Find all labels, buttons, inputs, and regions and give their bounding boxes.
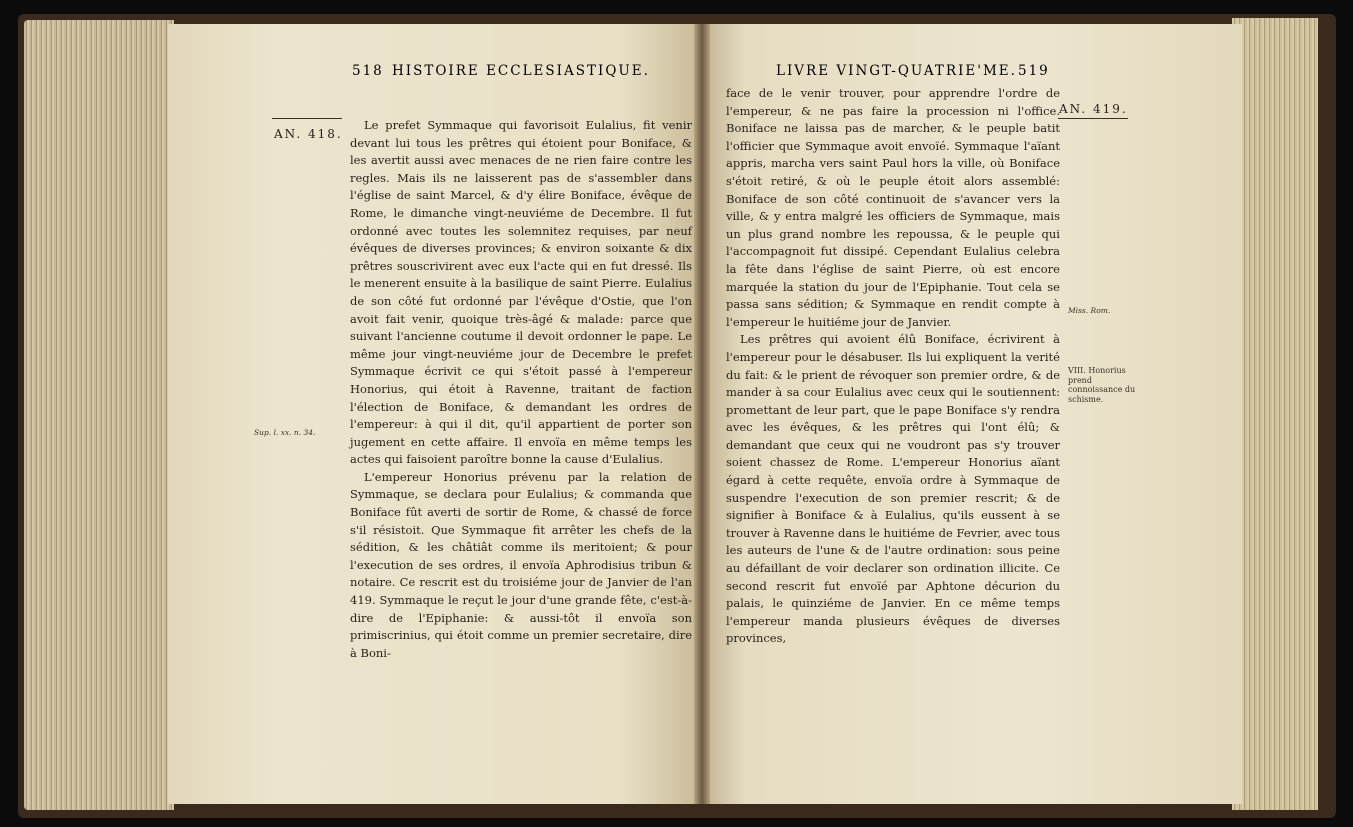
left-running-head: HISTOIRE ECCLESIASTIQUE. [392,63,650,79]
right-paragraph-1: face de le venir trouver, pour apprendre l'ordre de l'empereur, & ne pas faire la procession ni l'office. Boniface ne laissa pas de marcher, & le peuple batit l'officier que Symmaque avoit envoïé. Symmaque l'aïant appris, marcha vers saint Paul hors la ville, où Boniface s'étoit retiré, & où le peuple étoit alors assemblé: Boniface de son côté continuoit de s'avancer vers la ville, & y entra malgré les officiers de Symmaque, mais un plus grand nombre les repoussa, & le peuple qui l'accompagnoit fut dissipé. Cependant Eulalius celebra la fête dans l'église de saint Pierre, où est encore marquée la station du jour de l'Epiphanie. Tout cela se passa sans sédition; & Symmaque en rendit compte à l'empereur le huitiéme jour de Janvier. [726,86,1060,329]
right-margin-note-source: Miss. Rom. [1068,306,1111,315]
right-page-number: 519 [1018,63,1050,79]
left-page-number: 518 [352,63,384,79]
right-text-column [726,85,1060,648]
right-page-edges [1232,18,1318,810]
left-paragraph-2: L'empereur Honorius prévenu par la relation de Symmaque, se declara pour Eulalius; & commanda que Boniface fût averti de sortir de Rome, & chassé de force s'il résistoit. Que Symmaque fit arrêter les chefs de la sédition, & les châtiât comme ils meritoient; & pour l'execution de ses ordres, il envoïa Aphrodisius tribun & notaire. Ce rescrit est du troisiéme jour de Janvier de l'an 419. Symmaque le reçut le jour d'une grande fête, c'est-à-dire de l'Epiphanie: & aussi-tôt il envoïa son primiscrinius, qui étoit comme un premier secretaire, dire à Boni- [350,469,692,660]
left-paragraph-1: Le prefet Symmaque qui favorisoit Eulalius, fit venir devant lui tous les prêtres qui étoient pour Boniface, & les avertit aussi avec menaces de ne rien faire contre les regles. Mais ils ne laisserent pas de s'assembler dans l'église de saint Marcel, & d'y élire Boniface, évêque de Rome, le dimanche vingt-neuviéme de Decembre. Il fut ordonné avec toutes les solemnitez requises, par neuf évêques de diverses provinces; & environ soixante & dix prêtres souscrivirent avec eux l'acte qui en fut dressé. Ils le menerent ensuite à la basilique de saint Pierre. Eulalius de son côté fut ordonné par l'évêque d'Ostie, que l'on avoit fait venir, quoique très-âgé & malade: parce que suivant l'ancienne coutume il devoit ordonner le pape. Le même jour vingt-neuviéme jour de Decembre le prefet Symmaque écrivit ce qui s'étoit passé à l'empereur Honorius, qui étoit à Ravenne, traitant de faction l'élection de Boniface, & demandant les ordres de l'empereur: à qui il dit, qu'il appartient de porter son jugement en cette affaire. Il envoïa en même temps les actes qui faisoient paroître bonne la cause d'Eulalius. [350,118,692,467]
left-page-edges [24,20,174,810]
right-running-head: LIVRE VINGT-QUATRIE'ME. [776,63,1017,79]
left-year: AN. 418. [274,127,343,141]
right-year-rule [1058,118,1128,119]
left-year-rule [272,118,342,119]
right-margin-note-section: VIII. Honorius prend connoissance du schisme. [1068,366,1136,404]
right-year: AN. 419. [1059,102,1128,116]
book-gutter [694,24,710,804]
right-paragraph-2: Les prêtres qui avoient élû Boniface, écrivirent à l'empereur pour le désabuser. Ils lui expliquent la verité du fait: & le prient de révoquer son premier ordre, & de mander à sa cour Eulalius avec ceux qui le soutiennent: promettant de leur part, que le pape Boniface s'y rendra avec les évêques, & les prêtres qui l'ont élû; & demandant que ceux qui ne voudront pas s'y trouver soient chassez de Rome. L'empereur Honorius aïant égard à cette requête, envoïa ordre à Symmaque de suspendre l'execution de son premier rescrit; & de signifier à Boniface & à Eulalius, qu'ils eussent à se trouver à Ravenne dans le huitiéme de Fevrier, avec tous les auteurs de l'une & de l'autre ordination: sous peine au défaillant de voir declarer son ordination illicite. Ce second rescrit fut envoïé par Aphtone décurion du palais, le quinziéme de Janvier. En ce même temps l'empereur manda plusieurs évêques de diverses provinces, [726,332,1060,646]
left-text-column [350,117,692,662]
left-margin-note: Sup. l. xx. n. 34. [254,428,316,437]
